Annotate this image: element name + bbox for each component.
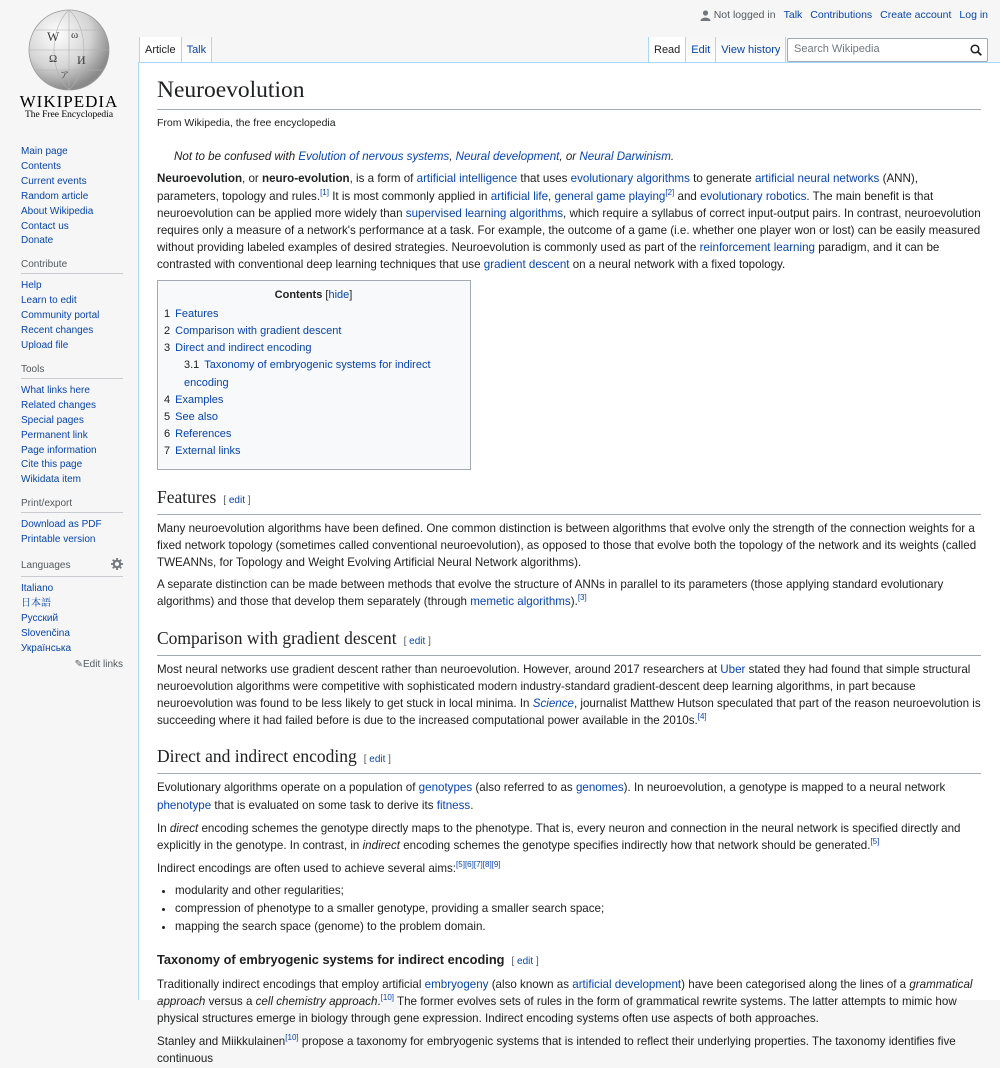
link-embryogeny[interactable]: embryogeny [424, 977, 489, 991]
toc-item[interactable] [164, 443, 463, 460]
search-placeholder: Search Wikipedia [794, 43, 880, 55]
sidebar-item-lang-slovak[interactable]: Slovenčina [21, 627, 70, 639]
hatnote [157, 148, 981, 165]
sidebar-item-help[interactable]: Help [21, 280, 42, 292]
languages-heading [21, 558, 123, 577]
toc-bracket: ] [349, 288, 353, 301]
sidebar-item-upload-file[interactable]: Upload file [21, 339, 69, 351]
link-phenotype[interactable]: phenotype [157, 798, 212, 812]
wordmark: WIKIPEDIA [19, 92, 119, 111]
toc-item[interactable] [164, 426, 463, 443]
sidebar-item-cite-this-page[interactable]: Cite this page [21, 459, 83, 471]
tools-heading-label: Tools [21, 363, 45, 375]
italic-term: grammatical approach [157, 977, 973, 1008]
link-uber[interactable]: Uber [720, 662, 746, 676]
text: versus a [205, 994, 256, 1008]
paragraph [157, 1033, 981, 1067]
reference-10[interactable]: [10] [285, 1033, 299, 1043]
tab-view-history[interactable]: View history [715, 37, 786, 63]
list-item: • mapping the search space (genome) to the problem domain. [175, 918, 981, 936]
create-account-link[interactable]: Create account [880, 9, 952, 21]
reference-1[interactable]: [1] [320, 187, 329, 197]
bold-term: Neuroevolution [157, 172, 243, 186]
text: . [377, 994, 381, 1008]
text: on a neural network with a fixed topology. [569, 258, 786, 272]
text: , or [242, 172, 263, 186]
languages-portal [21, 558, 123, 670]
toc-item[interactable] [164, 357, 463, 391]
not-logged-in [700, 9, 776, 21]
toc-link-external-links[interactable]: External links [175, 445, 241, 458]
view-tabs [648, 37, 786, 63]
reference-3[interactable]: [3] [577, 593, 587, 603]
text: Traditionally indirect encodings that employ artificial [157, 977, 425, 991]
sidebar-item-printable-version[interactable]: Printable version [21, 534, 96, 546]
print-portal [21, 498, 123, 548]
text: , which require a syllabus of correct input-output pairs. In contrast, neuroevolution requires only a measure of a network's performance at a task. For example, the outcome of a game (i.e. whether one player won or lost) can be easily measured without providing labeled examples of desired strategies. Neuroevolution is commonly used as part of the [157, 206, 981, 255]
italic-term: cell chemistry approach [255, 994, 378, 1008]
link-fitness[interactable]: fitness [436, 798, 471, 812]
toc-toggle[interactable] [325, 289, 352, 301]
link-artificial-life[interactable]: artificial life [490, 189, 549, 203]
toc-item[interactable] [164, 323, 463, 340]
section-heading-encoding [157, 745, 981, 774]
reference-5[interactable]: [5] [456, 860, 465, 870]
toc-hide-link[interactable]: hide [328, 288, 350, 301]
link-evolutionary-algorithms[interactable]: evolutionary algorithms [570, 172, 690, 186]
text: (also known as [488, 977, 573, 991]
sidebar-item-recent-changes[interactable]: Recent changes [21, 325, 94, 337]
tagline: The Free Encyclopedia [24, 110, 114, 120]
sidebar-item-related-changes[interactable]: Related changes [21, 399, 97, 411]
section-heading-comparison [157, 627, 981, 656]
wikipedia-logo[interactable] [14, 8, 124, 126]
toc-link-encoding[interactable]: Direct and indirect encoding [175, 342, 312, 355]
toc-link-comparison[interactable]: Comparison with gradient descent [175, 325, 342, 338]
link-artificial-neural-networks[interactable]: artificial neural networks [754, 172, 880, 186]
bold-term: neuro-evolution [262, 172, 350, 186]
hatnote-link-neural-development[interactable]: Neural development [455, 150, 560, 164]
edit-section: [ edit ] [223, 494, 251, 506]
text: . [470, 798, 474, 812]
reference-8[interactable]: [8] [482, 860, 492, 870]
sidebar-item-community-portal[interactable]: Community portal [21, 310, 100, 322]
sidebar-item-random-article[interactable]: Random article [21, 190, 89, 202]
sidebar-item-donate[interactable]: Donate [21, 235, 54, 247]
text: to generate [689, 172, 755, 186]
user-talk-link[interactable]: Talk [783, 9, 803, 21]
bullet-list [157, 882, 981, 936]
text: , journalist Matthew Hutson speculated that part of the reason neuroevolution is succeeding where it had failed before is due to the increased computational power available in the 2010s. [157, 697, 981, 728]
edit-links-label: Edit links [82, 658, 123, 670]
table-of-contents [157, 280, 471, 470]
reference-6[interactable]: [6] [464, 860, 474, 870]
sidebar-item-lang-italiano[interactable]: Italiano [21, 583, 54, 595]
text: propose a taxonomy for embryogenic systems that is intended to reflect their underlying properties. The taxonomy identifies five continuous [157, 1035, 956, 1066]
edit-section: [ edit ] [511, 955, 539, 967]
toc-item[interactable] [164, 392, 463, 409]
toc-title-label: Contents [274, 288, 323, 301]
sidebar-item-lang-japanese[interactable]: 日本語 [21, 597, 51, 609]
tab-edit[interactable]: Edit [685, 37, 715, 63]
edit-section: [ edit ] [403, 635, 431, 647]
link-memetic-algorithms[interactable]: memetic algorithms [470, 595, 571, 609]
print-heading [21, 498, 123, 513]
hatnote-link-neural-darwinism[interactable]: Neural Darwinism [579, 150, 671, 164]
toc-item[interactable] [164, 306, 463, 323]
contributions-link[interactable]: Contributions [810, 9, 873, 21]
sidebar-item-main-page[interactable]: Main page [21, 146, 68, 157]
search-icon[interactable] [970, 44, 982, 56]
paragraph [157, 976, 981, 1028]
link-gradient-descent[interactable]: gradient descent [483, 258, 570, 272]
toc-number: 7 [164, 445, 171, 458]
text: Stanley and Miikkulainen [157, 1035, 286, 1049]
section-heading-features [157, 486, 981, 515]
text: Indirect encodings are often used to achieve several aims: [157, 862, 457, 876]
tools-heading [21, 364, 123, 379]
paragraph [157, 860, 981, 877]
tools-portal [21, 364, 123, 488]
text: that is evaluated on some task to derive its [211, 798, 437, 812]
sidebar-item-what-links-here[interactable]: What links here [21, 384, 90, 396]
subsection-heading-taxonomy [157, 950, 981, 972]
toc-title [164, 287, 463, 304]
intro-paragraph [157, 170, 981, 273]
reference-10[interactable]: [10] [380, 992, 394, 1002]
hatnote-text: Not to be confused with [174, 150, 299, 164]
edit-section-link[interactable]: edit [369, 754, 386, 766]
text: . The main benefit is that neuroevolution can be applied more widely than [157, 189, 934, 220]
gear-icon[interactable] [111, 558, 123, 573]
toc-link-features[interactable]: Features [175, 307, 219, 320]
sidebar-item-contents[interactable]: Contents [21, 160, 62, 172]
sidebar-item-about[interactable]: About Wikipedia [21, 205, 94, 217]
text: that uses [517, 172, 571, 186]
section-title: Comparison with gradient descent [157, 627, 397, 648]
reference-7[interactable]: [7] [473, 860, 483, 870]
paragraph [157, 779, 981, 813]
toc-item[interactable] [164, 340, 463, 357]
text: and [674, 189, 701, 203]
toc-number: 4 [164, 393, 171, 406]
link-artificial-development[interactable]: artificial development [572, 977, 682, 991]
toc-link-taxonomy[interactable]: Taxonomy of embryogenic systems for indirect encoding [184, 359, 431, 389]
reference-4[interactable]: [4] [697, 712, 707, 722]
not-logged-in-label: Not logged in [713, 9, 776, 21]
sidebar-item-special-pages[interactable]: Special pages [21, 414, 84, 426]
globe-icon [27, 8, 111, 92]
text: A separate distinction can be made between methods that evolve the structure of ANNs in parallel to its parameters (those applying standard evolutionary algorithms) and those that develop them separately (through [157, 578, 944, 609]
text: It is most commonly applied in [328, 189, 491, 203]
text: In [157, 821, 170, 835]
sidebar-item-permanent-link[interactable]: Permanent link [21, 429, 88, 441]
site-subtitle: From Wikipedia, the free encyclopedia [157, 117, 336, 129]
paragraph [157, 820, 981, 854]
search-input[interactable] [787, 38, 988, 62]
link-artificial-intelligence[interactable]: artificial intelligence [416, 172, 518, 186]
article-content [138, 62, 1000, 1066]
sidebar-item-current-events[interactable]: Current events [21, 175, 87, 187]
edit-section: [ edit ] [363, 754, 391, 766]
section-title: Taxonomy of embryogenic systems for indirect encoding [157, 951, 505, 967]
sidebar-item-contact[interactable]: Contact us [21, 220, 69, 232]
text: Most neural networks use gradient descent rather than neuroevolution. However, around 2017 researchers at [157, 662, 721, 676]
list-item: • modularity and other regularities; [175, 882, 981, 900]
tab-read[interactable]: Read [648, 37, 685, 63]
text: , is a form of [349, 172, 417, 186]
toc-item[interactable] [164, 409, 463, 426]
sidebar-item-lang-russian[interactable]: Русский [21, 612, 59, 624]
tab-article[interactable]: Article [139, 37, 181, 63]
print-heading-label: Print/export [21, 498, 73, 510]
text: The former evolves sets of rules in the form of grammatical rewrite systems. The latter attempts to mimic how physical structures emerge in biology through gene expression. Indirect encoding systems often use aspects of both approaches. [157, 994, 957, 1025]
sidebar-item-page-information[interactable]: Page information [21, 444, 97, 456]
edit-section-link[interactable]: edit [228, 494, 245, 506]
link-supervised-learning[interactable]: supervised learning algorithms [405, 206, 564, 220]
toc-number: 3.1 [184, 359, 200, 372]
text: , [548, 189, 555, 203]
paragraph: Many neuroevolution algorithms have been defined. One common distinction is between algorithms that evolve only the strength of the connection weights for a fixed network topology (sometimes called conventional neuroevolution), as opposed to those that evolve both the topology of the network and its weights (called TWEANNs, for Topology and Weight Evolving Artificial Neural Network algorithms). [157, 521, 977, 570]
contribute-heading [21, 259, 123, 274]
toc-link-examples[interactable]: Examples [175, 393, 224, 406]
sidebar [21, 145, 123, 680]
tab-talk[interactable]: Talk [181, 37, 213, 63]
link-genomes[interactable]: genomes [575, 781, 624, 795]
link-reinforcement-learning[interactable]: reinforcement learning [699, 241, 815, 255]
edit-section-link[interactable]: edit [409, 635, 426, 647]
svg-text:ア: ア [60, 70, 70, 80]
toc-number: 6 [164, 428, 171, 441]
toc-link-references[interactable]: References [175, 428, 232, 441]
section-title: Direct and indirect encoding [157, 746, 357, 767]
svg-text:W: W [47, 29, 60, 44]
text: stated they had found that simple structural neuroevolution algorithms were competitive with sophisticated modern industry-standard gradient-descent deep learning algorithms, in part because neuroevolution was found to be less likely to get stuck in local minima. In [157, 662, 971, 711]
log-in-link[interactable]: Log in [959, 9, 988, 21]
toc-link-see-also[interactable]: See also [175, 411, 218, 424]
text: ) have been categorised along the lines of a [681, 977, 910, 991]
toc-number: 5 [164, 411, 171, 424]
hatnote-link-nervous-systems[interactable]: Evolution of nervous systems [298, 150, 450, 164]
hatnote-end: . [670, 150, 675, 164]
link-general-game-playing[interactable]: general game playing [554, 189, 666, 203]
text: encoding schemes the genotype specifies indirectly how that network should be generated. [399, 839, 871, 853]
svg-text:Ω: Ω [49, 53, 58, 65]
edit-section-link[interactable]: edit [517, 955, 534, 967]
toc-number: 1 [164, 307, 171, 320]
paragraph [157, 576, 981, 610]
namespace-tabs [139, 37, 212, 63]
svg-text:ω: ω [71, 29, 79, 41]
text: (ANN), parameters, topology and rules. [157, 172, 919, 203]
toc-bracket: [ [325, 288, 329, 301]
contribute-portal [21, 259, 123, 354]
text: ). [570, 595, 578, 609]
sidebar-item-lang-ukrainian[interactable]: Українська [21, 642, 72, 654]
edit-links[interactable] [21, 659, 123, 670]
text: paradigm, and it can be contrasted with conventional deep learning techniques that use [157, 241, 940, 272]
link-evolutionary-robotics[interactable]: evolutionary robotics [700, 189, 807, 203]
pencil-icon: ✎ [74, 658, 83, 670]
toc-number: 2 [164, 325, 171, 338]
page-title: Neuroevolution [157, 77, 981, 110]
reference-2[interactable]: [2] [665, 187, 675, 197]
personal-tools [700, 9, 988, 21]
list-item: • compression of phenotype to a smaller genotype, providing a smaller search space; [175, 900, 981, 918]
text: ). In neuroevolution, a genotype is mapped to a neural network [623, 781, 946, 795]
navigation-portal [21, 145, 123, 249]
user-icon [700, 10, 711, 21]
paragraph [157, 661, 981, 730]
reference-9[interactable]: [9] [491, 860, 501, 870]
toc-number: 3 [164, 342, 171, 355]
svg-text:И: И [77, 53, 86, 67]
link-genotypes[interactable]: genotypes [418, 781, 473, 795]
sidebar-item-download-pdf[interactable]: Download as PDF [21, 519, 102, 531]
italic-term: indirect [362, 839, 400, 853]
contribute-heading-label: Contribute [21, 259, 68, 271]
languages-heading-label: Languages [21, 560, 71, 572]
sidebar-item-wikidata-item[interactable]: Wikidata item [21, 474, 82, 486]
italic-term: direct [169, 821, 199, 835]
sidebar-item-learn-to-edit[interactable]: Learn to edit [21, 295, 77, 307]
text: (also referred to as [472, 781, 576, 795]
text: encoding schemes the genotype directly maps to the phenotype. That is, every neuron and connection in the neural network is specified directly and explicitly in the genotype. In contrast, in [157, 821, 961, 853]
text: Evolutionary algorithms operate on a population of [157, 781, 419, 795]
hatnote-sep: , [449, 150, 456, 164]
link-science[interactable]: Science [532, 697, 574, 711]
reference-5[interactable]: [5] [870, 837, 880, 847]
section-title: Features [157, 486, 217, 507]
hatnote-sep: , or [559, 150, 580, 164]
